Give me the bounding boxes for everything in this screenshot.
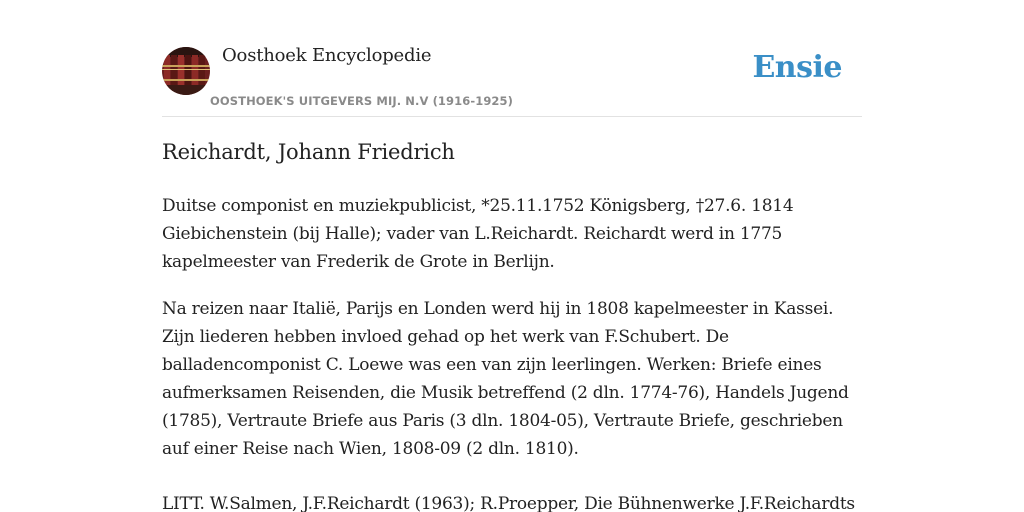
source-title[interactable]: Oosthoek Encyclopedie	[222, 45, 432, 66]
page-title: Reichardt, Johann Friedrich	[162, 140, 455, 164]
source-header	[162, 0, 862, 117]
encyclopedia-books-icon[interactable]	[162, 47, 210, 95]
entry-paragraph: Na reizen naar Italië, Parijs en Londen werd hij in 1808 kapelmeester in Kassei. Zijn liederen hebben invloed gehad op het werk van F.Schubert. De balladencomponist C. Loewe was een van zijn leerlingen. Werken: Briefe eines aufmerksamen Reisenden, die Musik betreffend (2 dln. 1774-76), Handels Jugend (1785), Vertraute Briefe aus Paris (3 dln. 1804-05), Vertraute Briefe, geschrieben auf einer Reise nach Wien, 1808-09 (2 dln. 1810).	[162, 299, 849, 459]
source-publisher: OOSTHOEK'S UITGEVERS MIJ. N.V (1916-1925)	[210, 94, 513, 108]
entry-paragraph: Duitse componist en muziekpublicist, *25.11.1752 Königsberg, †27.6. 1814 Giebichenstein (bij Halle); vader van L.Reichardt. Reichardt werd in 1775 kapelmeester van Frederik de Grote in Berlijn.	[162, 196, 794, 272]
brand-logo-link[interactable]: Ensie	[752, 50, 842, 85]
article-page	[162, 0, 862, 512]
entry-paragraph: LITT. W.Salmen, J.F.Reichardt (1963); R.Proepper, Die Bühnenwerke J.F.Reichardts	[162, 494, 855, 512]
